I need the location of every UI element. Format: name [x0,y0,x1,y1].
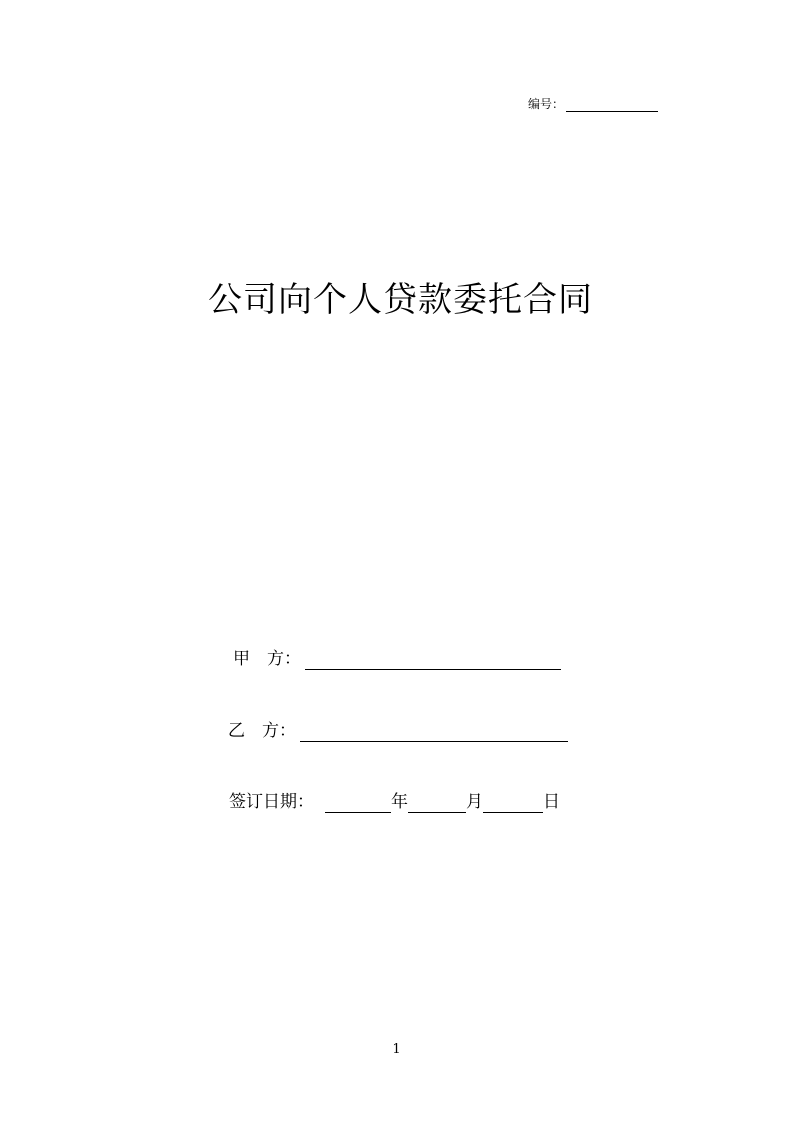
day-label: 日 [543,792,560,812]
contract-number-blank [566,99,658,112]
party-a-blank [305,651,561,670]
party-b-row [228,720,568,742]
day-blank [483,794,543,813]
year-label: 年 [391,792,408,812]
month-label: 月 [466,792,483,812]
document-title: 公司向个人贷款委托合同 [208,280,593,320]
contract-number [528,96,658,112]
party-b-blank [300,723,568,742]
sign-date-row [229,791,560,813]
party-b-label: 乙 方： [228,721,296,741]
page-number: 1 [392,1042,401,1057]
contract-number-label: 编号： [528,97,565,111]
year-blank [325,794,391,813]
month-blank [408,794,466,813]
party-a-label: 甲 方： [233,649,301,669]
sign-date-label: 签订日期： [229,792,314,812]
party-a-row [233,648,561,670]
